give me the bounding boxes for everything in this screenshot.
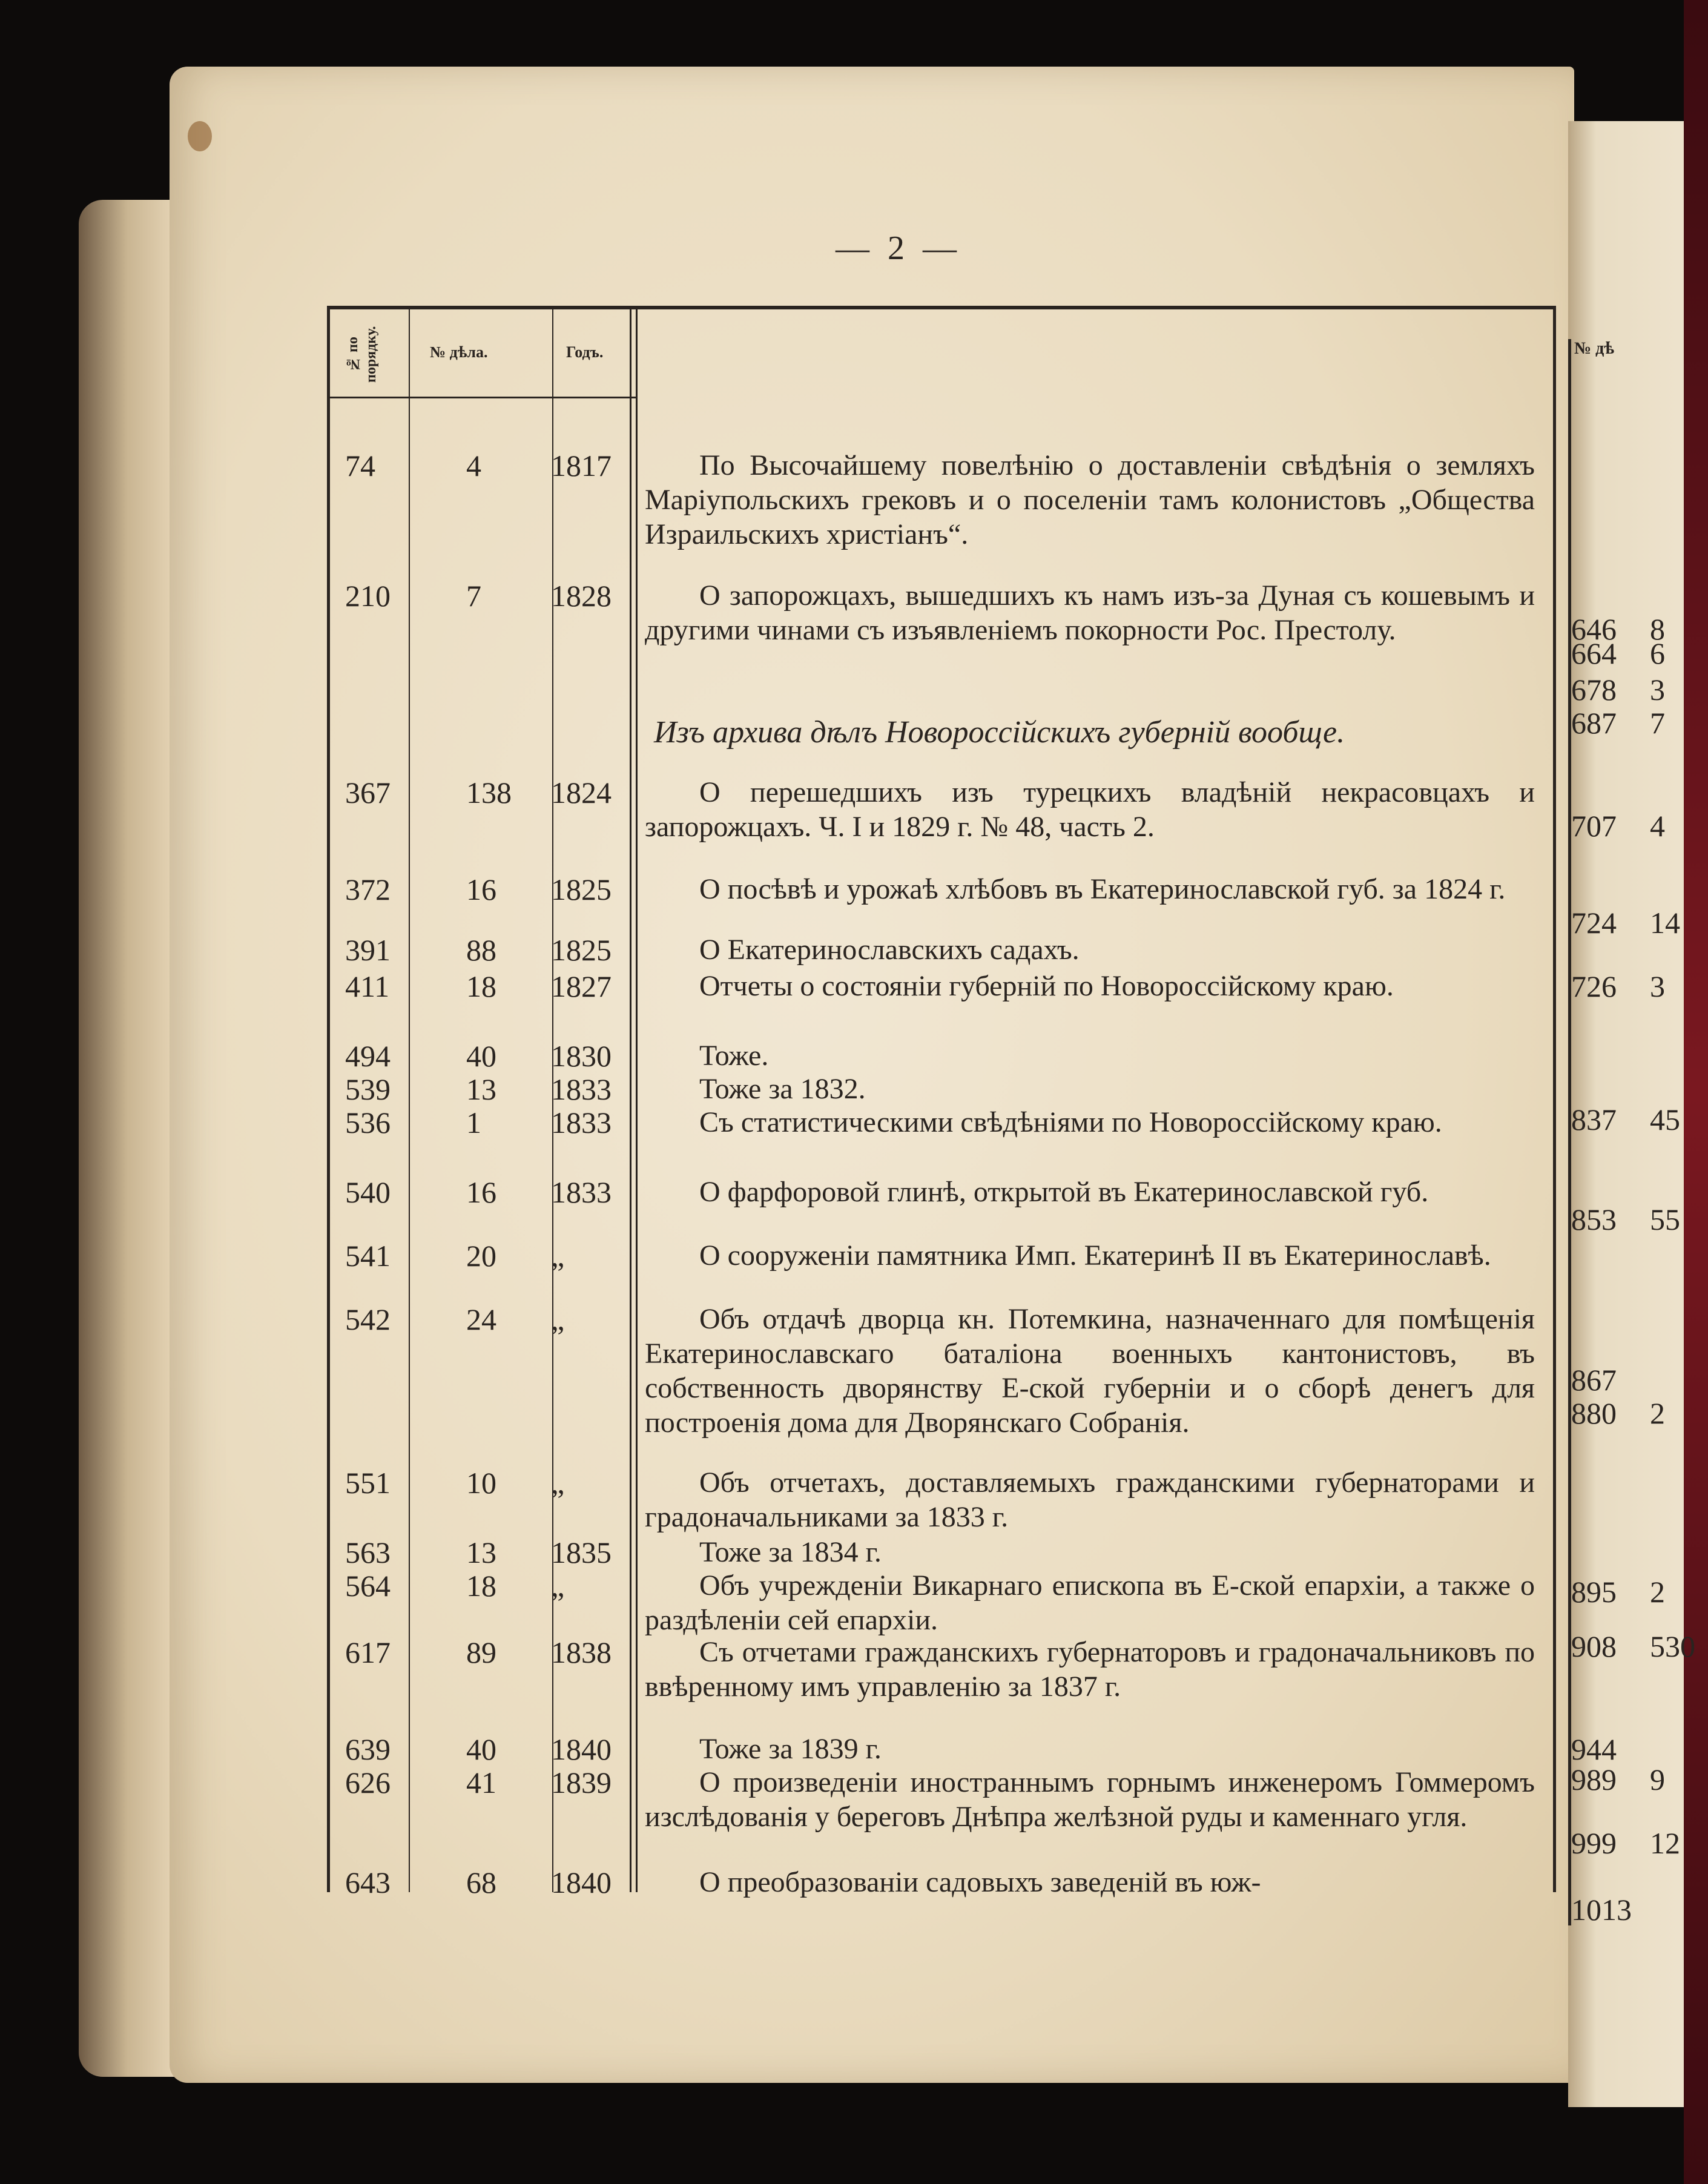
- case-number: 40: [466, 1039, 496, 1073]
- case-description: Объ отдачѣ дворца кн. Потемкина, назначеннаго для помѣщенія Екатеринославскаго баталіона военныхъ кантонистовъ, въ собственность дворянству Е-ской губерніи и о сборѣ денегъ для построенія дома для Дворянскаго Собранія.: [645, 1303, 1535, 1439]
- column-rule: [327, 306, 330, 1892]
- row-number: 542: [345, 1302, 391, 1336]
- case-description: О сооруженіи памятника Имп. Екатеринѣ II въ Екатеринославѣ.: [699, 1239, 1491, 1272]
- case-number: 24: [466, 1302, 496, 1336]
- row-number: 639: [345, 1732, 391, 1766]
- row-number: 411: [345, 969, 390, 1003]
- right-case-number: 530: [1650, 1629, 1695, 1663]
- case-description: О преобразованіи садовыхъ заведеній въ юж-: [699, 1866, 1261, 1898]
- case-number: 1: [466, 1106, 481, 1140]
- right-case-number: 14: [1650, 906, 1680, 940]
- right-case-number: 3: [1650, 673, 1665, 707]
- case-number: 7: [466, 579, 481, 613]
- right-row-number: 999: [1571, 1826, 1617, 1860]
- right-row-number: 867: [1571, 1363, 1617, 1397]
- year: 1830: [551, 1039, 612, 1073]
- row-number: 551: [345, 1466, 391, 1500]
- right-row-number: 646: [1571, 612, 1617, 646]
- year: 1835: [551, 1536, 612, 1569]
- case-description: О посѣвѣ и урожаѣ хлѣбовъ въ Екатеринославской губ. за 1824 г.: [699, 873, 1506, 905]
- case-description: О фарфоровой глинѣ, открытой въ Екатеринославской губ.: [699, 1176, 1429, 1208]
- year: 1833: [551, 1175, 612, 1209]
- row-number: 541: [345, 1239, 391, 1273]
- right-row-number: 707: [1571, 809, 1617, 843]
- row-number: 564: [345, 1569, 391, 1603]
- year: 1824: [551, 776, 612, 810]
- row-number: 367: [345, 776, 391, 810]
- year: 1817: [551, 449, 612, 483]
- year: 1825: [551, 933, 612, 967]
- case-number: 20: [466, 1239, 496, 1273]
- header-rule: [327, 397, 636, 398]
- header-year: Годъ.: [566, 343, 604, 361]
- book-cover-edge: [1684, 0, 1708, 2184]
- case-number: 89: [466, 1635, 496, 1669]
- right-header: № дѣ: [1574, 339, 1615, 358]
- right-row-number: 687: [1571, 706, 1617, 740]
- case-number: 13: [466, 1536, 496, 1569]
- row-number: 626: [345, 1766, 391, 1800]
- year: „: [551, 1466, 565, 1500]
- case-description: Съ отчетами гражданскихъ губернаторовъ и градоначальниковъ по ввѣренному имъ управленію за 1837 г.: [645, 1636, 1535, 1703]
- right-row-number: 895: [1571, 1575, 1617, 1609]
- year: 1828: [551, 579, 612, 613]
- year: „: [551, 1569, 565, 1603]
- case-description: О произведеніи иностраннымъ горнымъ инженеромъ Гоммеромъ изслѣдованія у береговъ Днѣпра желѣзной руды и каменнаго угля.: [645, 1766, 1535, 1833]
- right-case-number: 55: [1650, 1203, 1680, 1236]
- case-description: Объ отчетахъ, доставляемыхъ гражданскими губернаторами и градоначальниками за 1833 г.: [645, 1466, 1535, 1533]
- case-number: 13: [466, 1072, 496, 1106]
- case-number: 138: [466, 776, 512, 810]
- row-number: 643: [345, 1866, 391, 1899]
- right-case-number: 7: [1650, 706, 1665, 740]
- right-row-number: 664: [1571, 636, 1617, 670]
- right-case-number: 4: [1650, 809, 1665, 843]
- case-description: Тоже за 1834 г.: [699, 1536, 882, 1568]
- year: 1840: [551, 1732, 612, 1766]
- right-case-number: 45: [1650, 1103, 1680, 1137]
- column-rule: [636, 306, 638, 1892]
- case-description: Объ учрежденіи Викарнаго епископа въ Е-ской епархіи, а также о раздѣленіи сей епархіи.: [645, 1569, 1535, 1636]
- case-number: 18: [466, 1569, 496, 1603]
- right-row-number: 726: [1571, 969, 1617, 1003]
- year: 1833: [551, 1106, 612, 1140]
- case-description: Тоже за 1839 г.: [699, 1733, 882, 1765]
- section-title-text: Изъ архива дѣлъ Новороссійскихъ губерній вообще.: [654, 715, 1345, 750]
- row-number: 391: [345, 933, 391, 967]
- year: 1825: [551, 873, 612, 906]
- right-row-number: 880: [1571, 1396, 1617, 1430]
- right-row-number: 853: [1571, 1203, 1617, 1236]
- right-case-number: 9: [1650, 1763, 1665, 1796]
- case-description: Отчеты о состояніи губерній по Новороссійскому краю.: [699, 970, 1394, 1002]
- case-number: 41: [466, 1766, 496, 1800]
- year: „: [551, 1302, 565, 1336]
- case-number: 18: [466, 969, 496, 1003]
- case-number: 68: [466, 1866, 496, 1899]
- case-number: 40: [466, 1732, 496, 1766]
- row-number: 536: [345, 1106, 391, 1140]
- year: 1838: [551, 1635, 612, 1669]
- case-description: Тоже за 1832.: [699, 1073, 866, 1105]
- case-description: О Екатеринославскихъ садахъ.: [699, 934, 1080, 966]
- row-number: 617: [345, 1635, 391, 1669]
- column-rule: [409, 306, 410, 1892]
- row-number: 372: [345, 873, 391, 906]
- row-number: 563: [345, 1536, 391, 1569]
- row-number: 74: [345, 449, 375, 483]
- row-number: 210: [345, 579, 391, 613]
- stain: [188, 121, 212, 151]
- right-case-number: 8: [1650, 612, 1665, 646]
- header-case: № дѣла.: [430, 343, 488, 361]
- case-number: 88: [466, 933, 496, 967]
- case-description: О перешедшихъ изъ турецкихъ владѣній некрасовцахъ и запорожцахъ. Ч. I и 1829 г. № 48, часть 2.: [645, 776, 1535, 843]
- case-description: Тоже.: [699, 1040, 769, 1072]
- year: 1840: [551, 1866, 612, 1899]
- case-description: О запорожцахъ, вышедшихъ къ намъ изъ-за Дуная съ кошевымъ и другими чинами съ изъявленіемъ покорности Рос. Престолу.: [645, 579, 1535, 646]
- year: 1833: [551, 1072, 612, 1106]
- case-number: 16: [466, 873, 496, 906]
- right-case-number: 6: [1650, 636, 1665, 670]
- right-case-number: 12: [1650, 1826, 1680, 1860]
- table-top-rule: [327, 306, 1556, 309]
- column-rule: [630, 306, 631, 1892]
- right-row-number: 1013: [1571, 1893, 1632, 1927]
- right-row-number: 908: [1571, 1629, 1617, 1663]
- right-case-number: 2: [1650, 1396, 1665, 1430]
- right-row-number: 944: [1571, 1732, 1617, 1766]
- case-number: 10: [466, 1466, 496, 1500]
- row-number: 540: [345, 1175, 391, 1209]
- right-row-number: 837: [1571, 1103, 1617, 1137]
- page-number: — 2 —: [836, 229, 961, 267]
- right-row-number: 724: [1571, 906, 1617, 940]
- year: „: [551, 1239, 565, 1273]
- row-number: 539: [345, 1072, 391, 1106]
- case-number: 16: [466, 1175, 496, 1209]
- column-rule: [1553, 306, 1556, 1892]
- year: 1827: [551, 969, 612, 1003]
- case-description: По Высочайшему повелѣнію о доставленіи свѣдѣнія о земляхъ Маріупольскихъ грековъ и о поселеніи тамъ колонистовъ „Общества Израильскихъ христіанъ“.: [645, 449, 1535, 550]
- row-number: 494: [345, 1039, 391, 1073]
- right-case-number: 3: [1650, 969, 1665, 1003]
- case-number: 4: [466, 449, 481, 483]
- right-case-number: 2: [1650, 1575, 1665, 1609]
- right-row-number: 989: [1571, 1763, 1617, 1796]
- case-description: Съ статистическими свѣдѣніями по Новороссійскому краю.: [699, 1106, 1442, 1138]
- header-number: № по порядку.: [345, 326, 379, 383]
- right-row-number: 678: [1571, 673, 1617, 707]
- year: 1839: [551, 1766, 612, 1800]
